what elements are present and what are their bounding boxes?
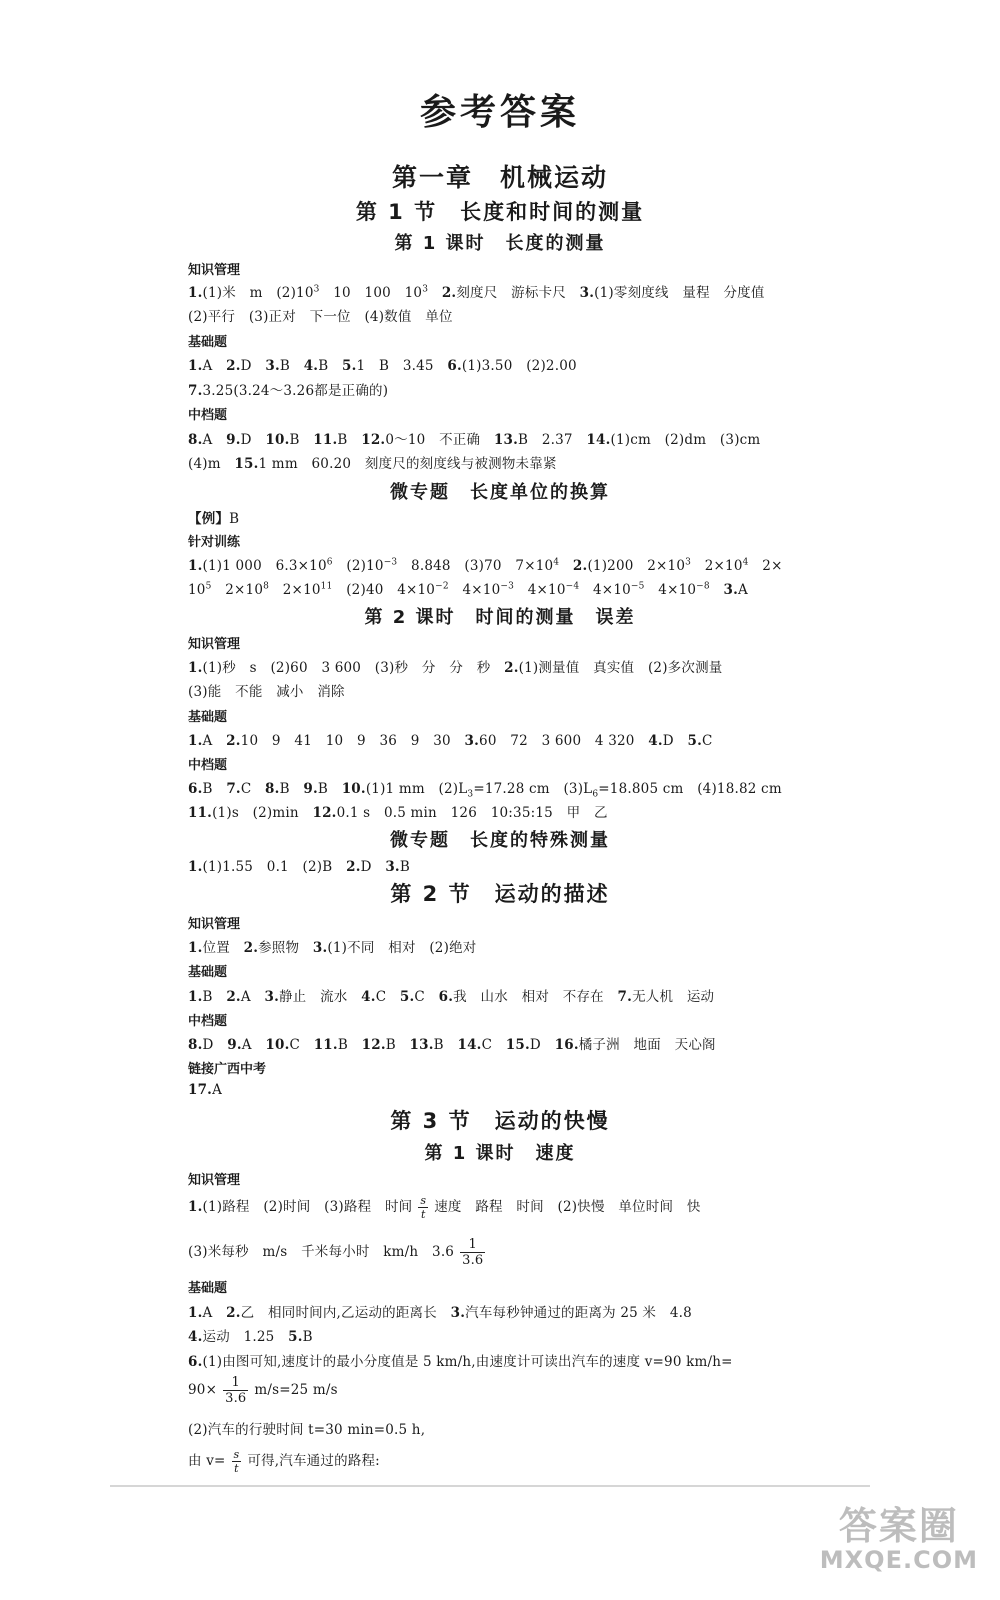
answer-line: 8.D 9.A 10.C 11.B 12.B 13.B 14.C 15.D 16.橘子洲 地面 天心阁 xyxy=(188,1037,716,1053)
answer-line: $10^5$ $2\times 10^8$ $2\times 10^{11}$ (2)40 $4\times 10^{-2}$ $4\times 10^{-3}$ $4\times 10^{-4}$ $4\times 10^{-5}$ $4\times 10^{-8}$ 3.A xyxy=(188,581,748,598)
lesson-heading-3: 第 1 课时 速度 xyxy=(424,1143,576,1164)
fraction: $\frac{1}{3.6}$ xyxy=(462,1237,484,1268)
answer-line: 1.(1)米 m $(2)10^3$ 10 100 $10^3$ 2.刻度尺 游标卡尺 3.(1)零刻度线 量程 分度值 xyxy=(188,284,765,301)
answer-line: 1.B 2.A 3.静止 流水 4.C 5.C 6.我 山水 相对 不存在 7.无人机 运动 xyxy=(188,989,715,1005)
page-title: 参考答案 xyxy=(419,92,580,133)
label-zhishi: 知识管理 xyxy=(188,263,241,278)
section-heading-3: 第 3 节 运动的快慢 xyxy=(390,1109,610,1133)
label-jichu: 基础题 xyxy=(188,965,228,980)
chapter-heading: 第一章 机械运动 xyxy=(391,163,608,192)
answer-line: 6.B 7.C 8.B 9.B 10.(1)1 mm $(2)L_3=17.28$ cm $(3)L_6=18.805$ cm (4)18.82 cm xyxy=(188,781,782,800)
answer-line: 1.A 2.乙 相同时间内,乙运动的距离长 3.汽车每秒钟通过的距离为 25 米 4.8 xyxy=(188,1305,692,1321)
answer-line: 17.A xyxy=(188,1082,223,1098)
answer-line: 7.3.25(3.24～3.26都是正确的) xyxy=(188,383,389,399)
answer-line: 由 v= $\frac{s}{t}$ 可得,汽车通过的路程: xyxy=(188,1448,380,1475)
fraction: $\frac{s}{t}$ xyxy=(233,1448,240,1475)
answer-line: 11.(1)s (2)min 12.0.1 s 0.5 min 126 10:35:15 甲 乙 xyxy=(188,805,608,821)
label-zhishi: 知识管理 xyxy=(188,1173,241,1188)
answer-line: (2)汽车的行驶时间 t=30 min=0.5 h, xyxy=(188,1422,426,1438)
label-zhongdang: 中档题 xyxy=(188,408,228,423)
answer-line: (3)能 不能 减小 消除 xyxy=(188,684,345,700)
micro-topic-heading-1: 微专题 长度单位的换算 xyxy=(390,482,610,503)
answer-line: 1.A 2.10 9 41 10 9 36 9 30 3.60 72 3 600 4 320 4.D 5.C xyxy=(188,733,713,749)
section-heading-1: 第 1 节 长度和时间的测量 xyxy=(355,200,645,224)
watermark-logo xyxy=(820,1495,978,1574)
answer-line: (4)m 15.1 mm 60.20 刻度尺的刻度线与被测物未靠紧 xyxy=(188,456,557,472)
answer-line: 4.运动 1.25 5.B xyxy=(188,1329,313,1345)
label-lianjie: 链接广西中考 xyxy=(188,1062,267,1077)
section-heading-2: 第 2 节 运动的描述 xyxy=(390,882,610,906)
answer-line: (3)米每秒 m/s 千米每小时 km/h 3.6 $\frac{1}{3.6}$ xyxy=(188,1237,484,1268)
answer-line: 1.(1)1 000 $6.3\times 10^6$ $(2)10^{-3}$ 8.848 (3)70 $7\times 10^4$ 2.(1)200 $2\times 10^3$ $2\times 10^4$ 2× xyxy=(188,557,783,574)
lesson-heading-2: 第 2 课时 时间的测量 误差 xyxy=(364,607,636,628)
answer-line: 1.位置 2.参照物 3.(1)不同 相对 (2)绝对 xyxy=(188,940,477,956)
label-zhongdang: 中档题 xyxy=(188,758,228,773)
answer-line: 1.(1)秒 s (2)60 3 600 (3)秒 分 分 秒 2.(1)测量值 真实值 (2)多次测量 xyxy=(188,660,723,676)
answer-line: 6.(1)由图可知,速度计的最小分度值是 5 km/h,由速度计可读出汽车的速度 v=90 km/h= xyxy=(188,1354,733,1370)
label-zhishi: 知识管理 xyxy=(188,917,241,932)
answer-line: 1.(1)路程 (2)时间 (3)路程 时间 $\frac{s}{t}$ 速度 路程 时间 (2)快慢 单位时间 快 xyxy=(188,1194,701,1221)
answer-line: 90× $\frac{1}{3.6}$ m/s=25 m/s xyxy=(188,1375,338,1406)
page-divider xyxy=(110,1485,870,1487)
label-zhongdang: 中档题 xyxy=(188,1014,228,1029)
answer-line: (2)平行 (3)正对 下一位 (4)数值 单位 xyxy=(188,309,453,325)
micro-topic-heading-2: 微专题 长度的特殊测量 xyxy=(390,830,610,851)
lesson-heading-1: 第 1 课时 长度的测量 xyxy=(394,233,606,254)
answer-line: 1.A 2.D 3.B 4.B 5.1 B 3.45 6.(1)3.50 (2)2.00 xyxy=(188,358,577,374)
label-jichu: 基础题 xyxy=(188,710,228,725)
label-zhishi: 知识管理 xyxy=(188,637,241,652)
label-zhendui: 针对训练 xyxy=(188,535,241,550)
label-jichu: 基础题 xyxy=(188,335,228,350)
label-jichu: 基础题 xyxy=(188,1281,228,1296)
watermark-url: MXQE.COM xyxy=(819,1546,978,1574)
fraction: $\frac{1}{3.6}$ xyxy=(225,1375,247,1406)
fraction: $\frac{s}{t}$ xyxy=(420,1194,427,1221)
watermark-text: 答案圈 xyxy=(838,1504,959,1548)
answer-line: 8.A 9.D 10.B 11.B 12.0～10 不正确 13.B 2.37 14.(1)cm (2)dm (3)cm xyxy=(188,432,761,448)
answer-line: 1.(1)1.55 0.1 (2)B 2.D 3.B xyxy=(188,859,410,875)
example-line: 【例】B xyxy=(188,511,240,527)
